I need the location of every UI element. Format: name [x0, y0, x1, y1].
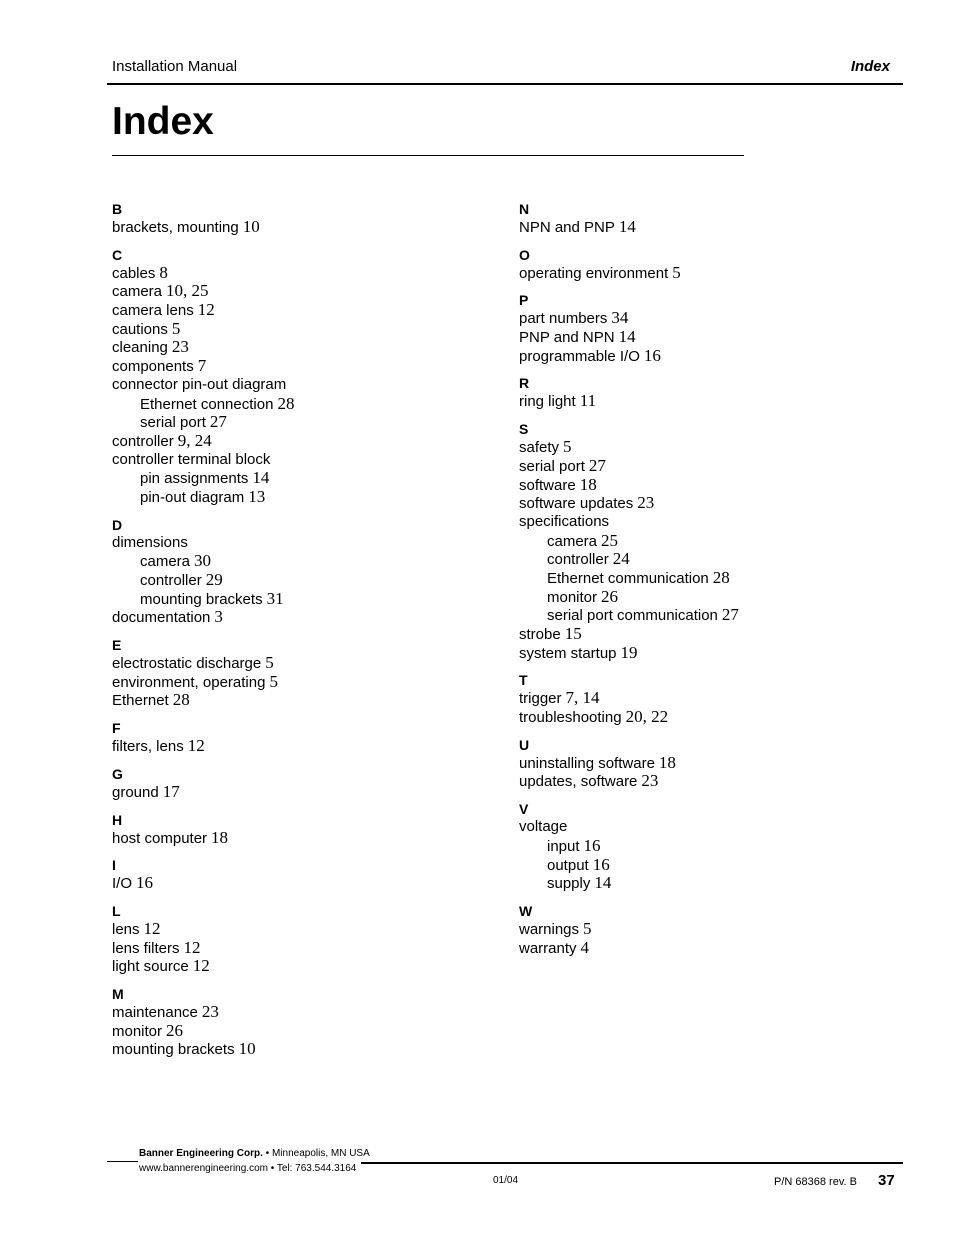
index-page-ref: 16	[643, 345, 661, 365]
index-page-ref: 17	[162, 781, 180, 801]
index-subentry	[519, 837, 739, 856]
index-term: connector pin-out diagram	[112, 375, 287, 393]
index-term: camera	[547, 532, 598, 550]
index-entry	[519, 218, 739, 237]
index-section-letter: L	[112, 902, 121, 919]
index-entry	[519, 708, 739, 727]
index-section	[519, 200, 739, 237]
index-term: uninstalling software	[519, 754, 655, 772]
index-entry	[519, 347, 739, 366]
page-title: Index	[112, 100, 214, 143]
index-entry	[519, 328, 739, 347]
index-entry	[112, 783, 294, 802]
index-entry	[112, 737, 294, 756]
index-section	[519, 246, 739, 283]
index-page-ref: 27	[209, 412, 227, 432]
index-term: controller	[140, 572, 202, 589]
index-term: strobe	[519, 626, 561, 643]
index-page-ref: 23	[637, 493, 655, 513]
index-page-ref: 10	[242, 217, 260, 236]
index-section-letter: S	[519, 421, 529, 438]
index-term: serial port	[519, 457, 585, 475]
index-term: host computer	[112, 829, 208, 847]
index-entry	[519, 438, 739, 457]
footer-location: • Minneapolis, MN USA	[262, 1148, 370, 1159]
index-entry	[112, 282, 294, 301]
index-section-letter: G	[112, 765, 123, 782]
header-section-title: Index	[850, 58, 890, 75]
index-section	[519, 420, 739, 662]
index-section-letter: P	[519, 292, 529, 309]
index-subentry	[519, 532, 739, 551]
index-term: output	[547, 856, 589, 874]
index-page-ref: 14	[252, 468, 270, 488]
index-term: PNP and NPN	[519, 329, 615, 347]
index-page-ref: 16	[136, 873, 154, 893]
index-section-letter: E	[112, 637, 122, 654]
index-term: light source	[112, 958, 189, 976]
index-section	[519, 671, 739, 726]
index-page-ref: 7, 14	[565, 688, 600, 708]
index-term: lens filters	[112, 939, 180, 957]
index-term: part numbers	[519, 310, 608, 328]
index-page-ref: 8	[159, 262, 168, 282]
index-entry	[112, 829, 294, 848]
index-section-letter: V	[519, 801, 529, 818]
index-page-ref: 34	[611, 308, 629, 328]
index-entry	[112, 608, 294, 627]
index-term: Ethernet communication	[547, 569, 709, 587]
index-entry	[112, 338, 294, 357]
index-term: programmable I/O	[519, 347, 640, 365]
index-entry	[519, 264, 739, 283]
index-entry	[519, 689, 739, 708]
index-subentry	[112, 469, 294, 488]
index-page-ref: 7	[197, 356, 207, 376]
index-section	[112, 856, 294, 893]
index-page-ref: 23	[201, 1001, 219, 1021]
index-page-ref: 25	[601, 530, 619, 550]
index-page-ref: 13	[248, 486, 266, 506]
index-page-ref: 23	[171, 337, 189, 357]
index-subentry	[519, 874, 739, 893]
index-page-ref: 15	[564, 624, 582, 643]
index-subentry	[112, 488, 294, 507]
footer-date: 01/04	[493, 1175, 519, 1186]
index-page-ref: 5	[265, 653, 274, 673]
header-manual-title: Installation Manual	[112, 58, 238, 75]
index-entry	[519, 476, 739, 495]
index-section-letter: I	[112, 857, 116, 874]
index-page-ref: 18	[658, 752, 676, 772]
index-page-ref: 14	[618, 217, 636, 236]
header-divider	[107, 83, 903, 85]
index-term: brackets, mounting	[112, 219, 239, 236]
index-subentry	[519, 856, 739, 875]
index-page-ref: 27	[588, 455, 606, 475]
index-page-ref: 14	[594, 873, 612, 893]
index-entry	[112, 264, 294, 283]
title-divider	[112, 155, 744, 156]
index-section	[519, 374, 739, 411]
index-subentry	[112, 413, 294, 432]
index-page-ref: 4	[580, 937, 590, 957]
index-term: monitor	[547, 588, 598, 606]
index-page-ref: 16	[583, 835, 601, 855]
index-page-ref: 19	[620, 642, 638, 662]
index-section-letter: R	[519, 375, 530, 392]
index-entry	[519, 625, 739, 644]
index-page-ref: 14	[618, 327, 636, 347]
index-subentry	[519, 606, 739, 625]
index-entry	[519, 939, 739, 958]
index-section	[112, 902, 294, 976]
index-page-ref: 11	[579, 391, 597, 411]
index-page-ref: 5	[583, 918, 592, 938]
index-section	[519, 736, 739, 791]
index-term: mounting brackets	[140, 590, 263, 608]
index-term: warnings	[519, 920, 580, 938]
index-term: mounting brackets	[112, 1041, 235, 1059]
index-term: cleaning	[112, 339, 168, 357]
index-subentry	[519, 569, 739, 588]
footer-part-number: P/N 68368 rev. B	[774, 1176, 857, 1188]
index-page-ref: 18	[579, 474, 597, 494]
index-section	[112, 811, 294, 848]
index-section-letter: W	[519, 902, 533, 919]
index-term: documentation	[112, 609, 211, 627]
index-page-ref: 12	[192, 956, 210, 976]
index-entry	[112, 1022, 294, 1041]
index-page-ref: 28	[172, 690, 190, 710]
index-entry	[112, 301, 294, 320]
index-subentry	[519, 588, 739, 607]
footer-contact: www.bannerengineering.com • Tel: 763.544.3164	[139, 1163, 357, 1174]
index-section	[112, 636, 294, 710]
index-section-letter: O	[519, 246, 530, 263]
index-page-ref: 5	[269, 671, 278, 691]
index-entry	[519, 920, 739, 939]
index-page-ref: 20, 22	[625, 707, 669, 727]
index-page-ref: 5	[563, 437, 572, 457]
index-page-ref: 10	[238, 1039, 256, 1059]
index-subentry	[519, 550, 739, 569]
index-section-letter: T	[519, 672, 528, 689]
index-section-letter: M	[112, 985, 124, 1002]
index-section-letter: C	[112, 246, 123, 263]
index-entry	[112, 432, 294, 451]
index-section	[519, 800, 739, 893]
index-section	[112, 516, 294, 627]
index-entry	[112, 691, 294, 710]
index-section	[112, 719, 294, 756]
index-page-ref: 30	[194, 551, 212, 571]
index-term: camera	[140, 553, 191, 571]
index-term: filters, lens	[112, 738, 184, 756]
index-term: monitor	[112, 1022, 163, 1040]
index-term: warranty	[519, 939, 577, 957]
index-entry	[112, 673, 294, 692]
index-entry	[112, 939, 294, 958]
index-section	[112, 985, 294, 1059]
index-term: operating environment	[519, 264, 669, 282]
index-entry	[519, 392, 739, 411]
footer-company	[139, 1148, 370, 1159]
index-term: NPN and PNP	[519, 219, 615, 236]
index-term: controller terminal block	[112, 450, 271, 468]
index-term: software	[519, 476, 576, 494]
index-term: electrostatic discharge	[112, 655, 262, 673]
index-page-ref: 23	[641, 771, 659, 791]
index-entry	[112, 1003, 294, 1022]
index-term: I/O	[112, 875, 133, 893]
index-term: dimensions	[112, 533, 188, 551]
index-entry	[112, 874, 294, 893]
index-section	[519, 291, 739, 365]
index-term: updates, software	[519, 773, 638, 791]
index-subentry	[112, 571, 294, 590]
index-term: Ethernet connection	[140, 395, 274, 413]
index-entry	[519, 309, 739, 328]
index-page-ref: 28	[712, 567, 730, 587]
index-entry	[112, 957, 294, 976]
index-entry	[519, 457, 739, 476]
index-entry	[519, 644, 739, 663]
index-subentry	[112, 552, 294, 571]
index-term: camera lens	[112, 302, 194, 320]
index-entry	[112, 218, 294, 237]
index-term: ground	[112, 783, 159, 801]
index-term: environment, operating	[112, 673, 266, 691]
index-term: ring light	[519, 393, 576, 411]
index-entry	[519, 494, 739, 513]
index-term: trigger	[519, 690, 562, 708]
index-page-ref: 5	[171, 318, 181, 338]
index-term: controller	[547, 551, 609, 569]
index-page-ref: 10, 25	[166, 281, 209, 301]
index-entry	[112, 920, 294, 939]
index-term: camera	[112, 283, 163, 301]
index-term: supply	[547, 875, 591, 893]
footer-divider	[361, 1162, 903, 1164]
index-term: controller	[112, 432, 174, 450]
index-subentry	[112, 590, 294, 609]
index-entry	[519, 818, 739, 837]
index-page-ref: 12	[183, 937, 201, 957]
index-term: Ethernet	[112, 692, 169, 710]
index-entry	[519, 772, 739, 791]
index-section-letter: H	[112, 811, 123, 828]
index-term: specifications	[519, 512, 610, 530]
index-section	[112, 200, 294, 237]
index-page-ref: 26	[166, 1020, 184, 1040]
index-page-ref: 16	[592, 854, 610, 874]
index-section-letter: N	[519, 201, 530, 217]
index-section-letter: B	[112, 201, 123, 217]
index-term: cables	[112, 264, 156, 282]
index-term: serial port	[140, 414, 206, 432]
index-section	[112, 246, 294, 507]
index-entry	[112, 534, 294, 553]
index-entry	[112, 320, 294, 339]
footer-divider-short	[107, 1161, 138, 1162]
index-term: safety	[519, 439, 560, 457]
index-page-ref: 18	[211, 827, 229, 847]
index-term: maintenance	[112, 1003, 198, 1021]
index-term: input	[547, 837, 580, 855]
index-section-letter: F	[112, 720, 121, 737]
index-term: pin-out diagram	[140, 488, 245, 506]
index-term: lens	[112, 920, 140, 938]
index-section-letter: U	[519, 736, 530, 753]
index-page-ref: 3	[214, 607, 223, 627]
index-term: components	[112, 358, 194, 376]
index-page-ref: 12	[197, 300, 215, 320]
index-page-ref: 26	[601, 586, 619, 606]
index-column-right	[519, 200, 739, 966]
index-entry	[112, 357, 294, 376]
index-entry	[112, 1040, 294, 1059]
index-page-ref: 5	[672, 262, 681, 282]
index-page-ref: 28	[277, 393, 295, 413]
index-subentry	[112, 395, 294, 414]
index-page-ref: 9, 24	[177, 430, 212, 450]
index-term: voltage	[519, 818, 568, 836]
index-entry	[519, 513, 739, 532]
index-page-ref: 27	[721, 605, 739, 625]
index-term: system startup	[519, 644, 617, 662]
page-number: 37	[878, 1172, 895, 1189]
index-page-ref: 12	[187, 736, 205, 756]
index-entry	[112, 451, 294, 470]
index-page-ref: 24	[612, 549, 630, 569]
index-term: cautions	[112, 320, 168, 338]
footer-company-name: Banner Engineering Corp.	[139, 1148, 263, 1159]
index-term: serial port communication	[547, 607, 718, 625]
index-column-left	[112, 200, 294, 1068]
index-term: troubleshooting	[519, 709, 622, 727]
index-entry	[112, 654, 294, 673]
index-page-ref: 29	[205, 570, 223, 589]
index-term: pin assignments	[140, 470, 249, 488]
index-section	[519, 902, 739, 957]
index-page-ref: 31	[266, 588, 284, 608]
index-term: software updates	[519, 495, 634, 513]
index-section	[112, 765, 294, 802]
index-entry	[112, 376, 294, 395]
index-section-letter: D	[112, 516, 123, 533]
index-entry	[519, 754, 739, 773]
index-page-ref: 12	[143, 918, 161, 938]
